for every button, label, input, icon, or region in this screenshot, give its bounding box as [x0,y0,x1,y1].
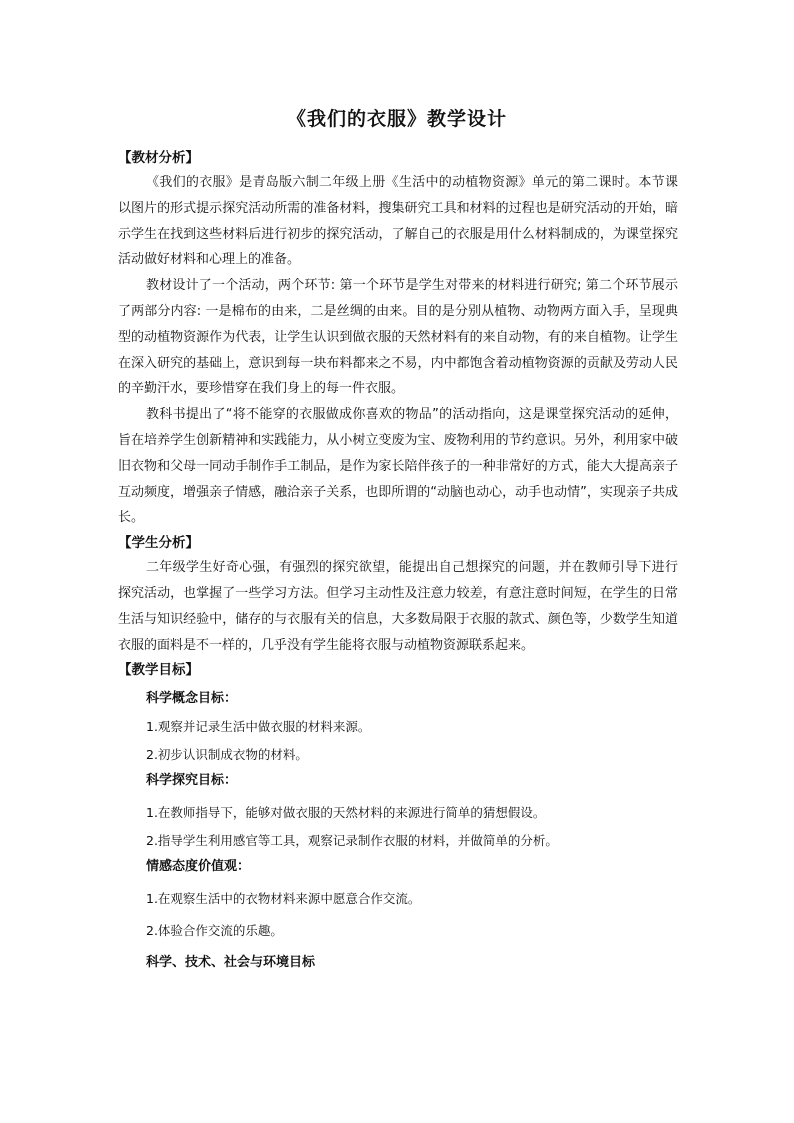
goal-group-title: 科学探究目标： [146,773,238,789]
document-body [118,146,678,974]
goal-item: 1.观察并记录生活中做衣服的材料来源。 [146,719,371,735]
goal-group-title: 科学概念目标： [146,691,238,707]
goal-group-title: 科学、技术、社会与环境目标 [146,955,316,971]
paragraph: 《我们的衣服》是青岛版六制二年级上册《生活中的动植物资源》单元的第二课时。本节课以图片的形式提示探究活动所需的准备材料，搜集研究工具和材料的过程也是研究活动的开始，暗示学生在找到这些材料后进行初步的探究活动，了解自己的衣服是用什么材料制成的，为课堂探究活动做好材料和心理上的准备。 [118,175,678,268]
goal-item: 2.体验合作交流的乐趣。 [146,923,283,939]
section-heading-textbook-analysis: 【教材分析】 [118,150,199,166]
paragraph: 教科书提出了“将不能穿的衣服做成你喜欢的物品”的活动指向，这是课堂探究活动的延伸，旨在培养学生创新精神和实践能力，从小树立变废为宝、废物利用的节约意识。另外，利用家中破旧衣物和父母一同动手制作手工制品，是作为家长陪伴孩子的一种非常好的方式，能大大提高亲子互动频度，增强亲子情感，融洽亲子关系，也即所谓的“动脑也动心，动手也动情”，实现亲子共成长。 [118,407,678,526]
goal-item: 1.在教师指导下，能够对做衣服的天然材料的来源进行简单的猜想假设。 [146,805,546,821]
paragraph: 二年级学生好奇心强，有强烈的探究欲望，能提出自己想探究的问题，并在教师引导下进行探究活动，也掌握了一些学习方法。但学习主动性及注意力较差，有意注意时间短，在学生的日常生活与知识经验中，储存的与衣服有关的信息，大多数局限于衣服的款式、颜色等，少数学生知道衣服的面料是不一样的，几乎没有学生能将衣服与动植物资源联系起来。 [118,560,678,653]
document-title: 《我们的衣服》教学设计 [286,108,507,130]
goal-group-title: 情感态度价值观： [146,859,251,875]
goal-item: 1.在观察生活中的衣物材料来源中愿意合作交流。 [146,891,421,907]
paragraph: 教材设计了一个活动，两个环节: 第一个环节是学生对带来的材料进行研究; 第二个环节展示了两部分内容: 一是棉布的由来，二是丝绸的由来。目的是分别从植物、动物两方面入手，呈现典型的动植物资源作为代表，让学生认识到做衣服的天然材料有的来自动物，有的来自植物。让学生在深入研究的基础上，意识到每一块布料都来之不易，内中都饱含着动植物资源的贡献及劳动人民的辛勤汗水，要珍惜穿在我们身上的每一件衣服。 [118,278,678,397]
section-heading-teaching-goals: 【教学目标】 [118,662,199,679]
goal-item: 2.指导学生利用感官等工具，观察记录制作衣服的材料，并做简单的分析。 [146,833,558,849]
goal-item: 2.初步认识制成衣物的材料。 [146,747,308,763]
section-heading-student-analysis: 【学生分析】 [118,535,199,552]
